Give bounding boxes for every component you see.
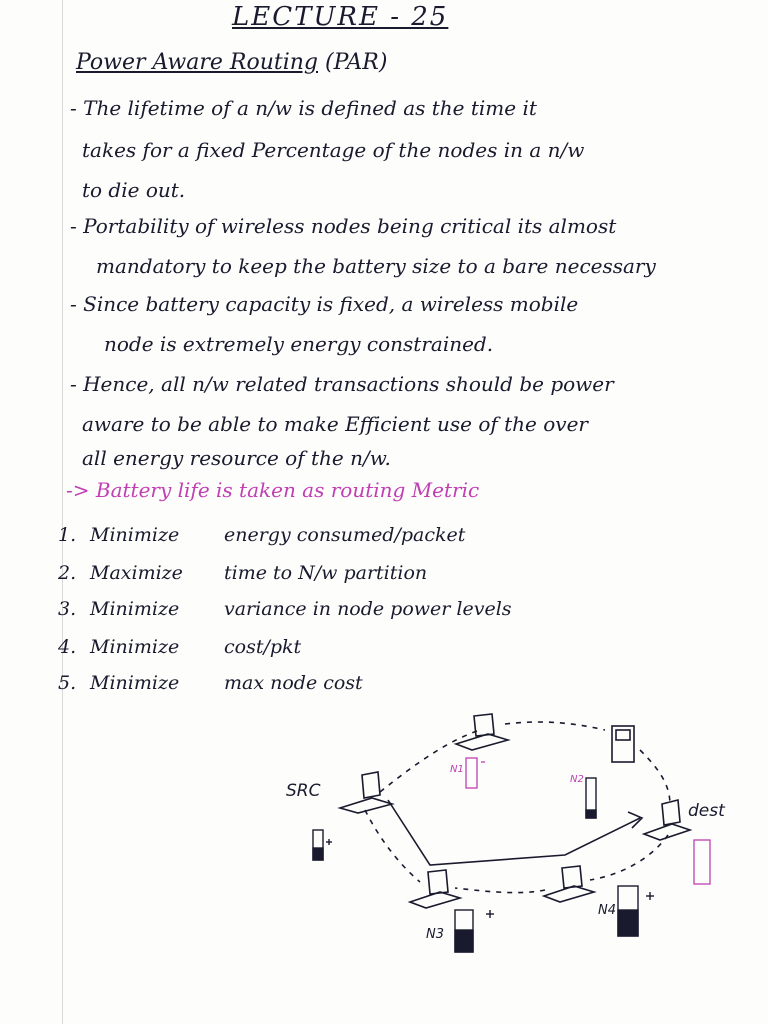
heading-main: Power Aware Routing [76, 50, 318, 75]
list-text: cost/pkt [224, 636, 302, 658]
list-verb: Minimize [90, 672, 180, 694]
text-line: - Portability of wireless nodes being critical its almost [70, 214, 617, 238]
n2-node [612, 726, 634, 762]
dashed-link [365, 810, 420, 882]
text-line: - The lifetime of a n/w is defined as the time it [70, 96, 537, 120]
dashed-link [455, 888, 545, 893]
text-line: - Since battery capacity is fixed, a wireless mobile [70, 292, 579, 316]
text-line: - Hence, all n/w related transactions should be power [70, 372, 614, 396]
list-number: 3. [58, 598, 77, 620]
dashed-link [505, 722, 605, 730]
network-diagram [0, 700, 768, 1024]
n3-label: N3 [426, 927, 444, 942]
n3-node [410, 870, 460, 908]
list-item [58, 524, 465, 546]
text-line: node is extremely energy constrained. [104, 332, 494, 356]
n2-battery-icon [586, 778, 596, 818]
n3-battery-icon [455, 910, 494, 952]
dest-node [644, 800, 690, 840]
list-item [58, 562, 427, 584]
list-text: variance in node power levels [224, 598, 512, 620]
dashed-link [380, 730, 480, 792]
list-number: 5. [58, 672, 77, 694]
src-label: SRC [286, 781, 321, 801]
dest-battery-icon [694, 840, 710, 884]
n4-battery-icon [618, 886, 654, 936]
list-item [58, 598, 512, 620]
list-text: energy consumed/packet [224, 524, 466, 546]
metric-note: -> Battery life is taken as routing Metric [66, 478, 480, 502]
src-battery-icon [313, 830, 332, 860]
text-line: to die out. [82, 178, 186, 202]
text-line: takes for a fixed Percentage of the nodes in a n/w [82, 138, 585, 162]
heading-abbr: (PAR) [325, 50, 388, 75]
list-text: time to N/w partition [224, 562, 428, 584]
list-item [58, 672, 363, 694]
list-verb: Maximize [90, 562, 183, 584]
section-heading [76, 50, 387, 75]
lecture-title: LECTURE - 25 [232, 2, 449, 32]
list-number: 1. [58, 524, 77, 546]
text-line: mandatory to keep the battery size to a bare necessary [96, 254, 656, 278]
n2-label: N2 [570, 774, 584, 785]
list-item [58, 636, 301, 658]
list-number: 4. [58, 636, 77, 658]
src-node [340, 772, 392, 813]
list-number: 2. [58, 562, 77, 584]
list-verb: Minimize [90, 524, 180, 546]
n1-label: N1 [450, 764, 464, 775]
dest-label: dest [688, 801, 725, 821]
n1-battery-icon [466, 758, 485, 788]
route-path [388, 800, 640, 865]
list-verb: Minimize [90, 636, 180, 658]
dashed-link [590, 835, 668, 880]
list-text: max node cost [224, 672, 363, 694]
list-verb: Minimize [90, 598, 180, 620]
n4-node [544, 866, 594, 902]
text-line: all energy resource of the n/w. [82, 446, 391, 470]
dashed-link [640, 750, 670, 805]
n4-label: N4 [598, 903, 616, 918]
text-line: aware to be able to make Efficient use of the over [82, 412, 588, 436]
n1-node [456, 714, 508, 750]
